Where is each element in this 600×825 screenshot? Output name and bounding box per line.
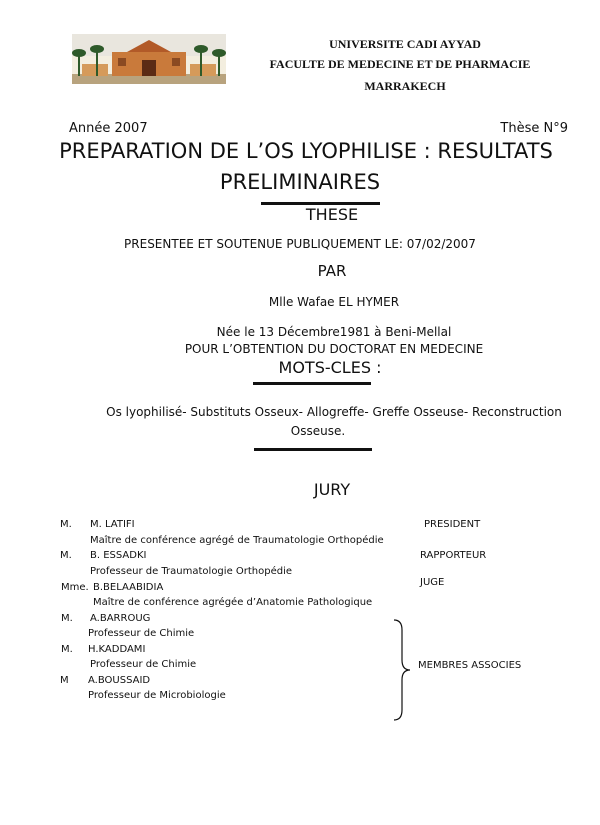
- jury-member-title: M.: [61, 644, 73, 655]
- university-name: UNIVERSITE CADI AYYAD: [329, 37, 481, 51]
- jury-member-description: Maître de conférence agrégée d’Anatomie Pathologique: [93, 597, 373, 608]
- faculty-logo: [72, 34, 226, 84]
- these-heading: THESE: [305, 205, 359, 224]
- jury-member-name: H.KADDAMI: [88, 644, 146, 655]
- thesis-title-line1: PREPARATION DE L’OS LYOPHILISE : RESULTATS: [59, 139, 553, 163]
- jury-member-name: B. ESSADKI: [90, 550, 147, 561]
- jury-member-name: A.BOUSSAID: [88, 675, 151, 686]
- associate-members-label: MEMBRES ASSOCIES: [418, 660, 522, 671]
- divider-line: [254, 448, 372, 451]
- curly-brace-icon: [392, 618, 412, 726]
- jury-member-title: Mme.: [61, 582, 89, 593]
- jury-member-description: Professeur de Traumatologie Orthopédie: [90, 566, 293, 577]
- jury-heading: JURY: [313, 480, 351, 499]
- keywords-heading: MOTS-CLES :: [278, 358, 382, 377]
- birth-info: Née le 13 Décembre1981 à Beni-Mellal: [216, 325, 452, 339]
- par-label: PAR: [317, 262, 347, 280]
- thesis-title-line2: PRELIMINAIRES: [219, 170, 381, 194]
- jury-member-name: A.BARROUG: [90, 613, 151, 624]
- jury-member-title: M.: [60, 519, 72, 530]
- jury-member-title: M.: [61, 613, 73, 624]
- thesis-number: Thèse N°9: [500, 121, 568, 136]
- faculty-name: FACULTE DE MEDECINE ET DE PHARMACIE: [269, 57, 531, 71]
- presented-date: PRESENTEE ET SOUTENUE PUBLIQUEMENT LE: 07/02/2007: [124, 237, 476, 251]
- divider-line: [253, 382, 371, 385]
- jury-role-rapporteur: RAPPORTEUR: [420, 550, 487, 561]
- jury-member-name: M. LATIFI: [90, 519, 135, 530]
- year-label: Année 2007: [69, 121, 148, 136]
- keywords-line2: Osseuse.: [290, 424, 346, 438]
- jury-member-description: Professeur de Chimie: [90, 659, 197, 670]
- jury-role-president: PRESIDENT: [424, 519, 481, 530]
- author-name: Mlle Wafae EL HYMER: [268, 295, 400, 309]
- jury-member-description: Professeur de Microbiologie: [88, 690, 226, 701]
- city-name: MARRAKECH: [364, 79, 446, 93]
- doctorate-line: POUR L’OBTENTION DU DOCTORAT EN MEDECINE: [184, 342, 484, 356]
- jury-member-title: M.: [60, 550, 72, 561]
- jury-member-description: Professeur de Chimie: [88, 628, 195, 639]
- jury-member-description: Maître de conférence agrégé de Traumatologie Orthopédie: [90, 535, 384, 546]
- keywords-line1: Os lyophilisé- Substituts Osseux- Allogreffe- Greffe Osseuse- Reconstruction: [106, 405, 562, 419]
- jury-member-title: M: [60, 675, 69, 686]
- jury-role-juge: JUGE: [420, 577, 445, 588]
- jury-member-name: B.BELAABIDIA: [93, 582, 164, 593]
